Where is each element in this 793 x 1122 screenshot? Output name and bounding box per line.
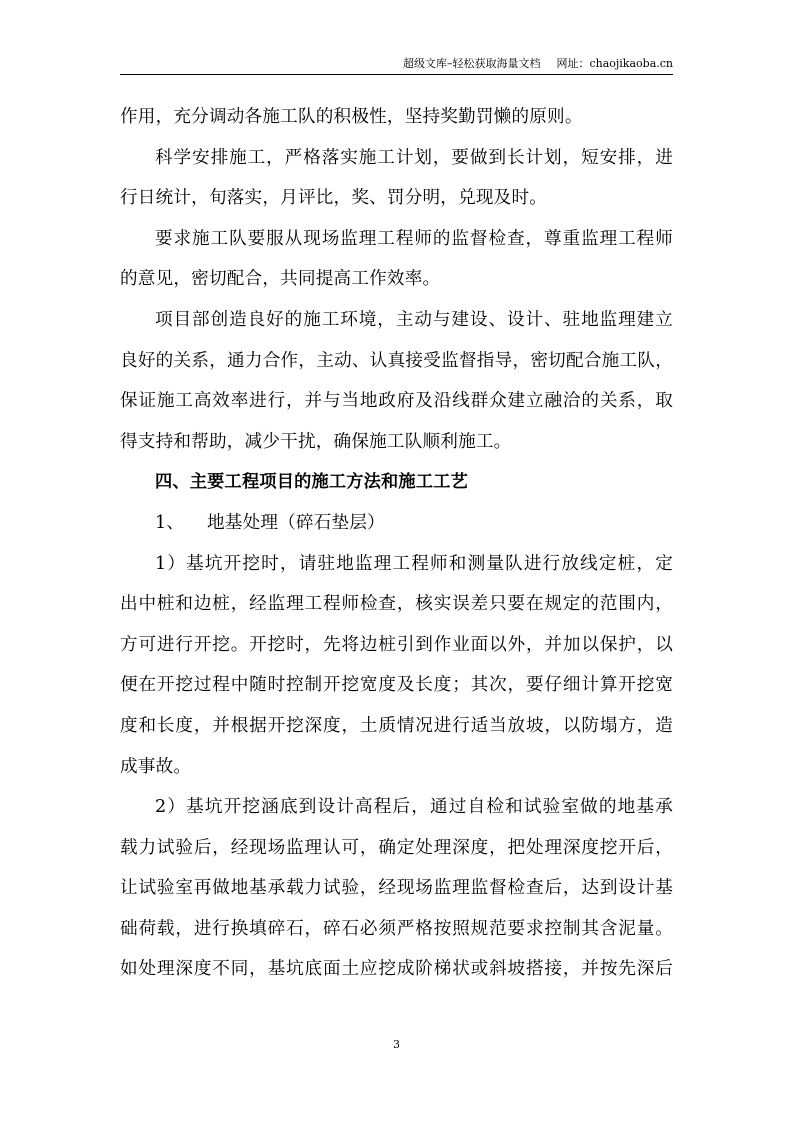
text-line: 如处理深度不同，基坑底面土应挖成阶梯状或斜坡搭接，并按先深后 [120, 959, 673, 980]
text-line: 良好的关系，通力合作，主动、认真接受监督指导，密切配合施工队， [120, 350, 673, 371]
text-line: 方可进行开挖。开挖时，先将边桩引到作业面以外，并加以保护，以 [120, 634, 673, 655]
header-title: 超级文库–轻松获取海量文档 [402, 57, 541, 70]
text-line: 度和长度，并根据开挖深度，土质情况进行适当放坡，以防塌方，造 [120, 715, 673, 736]
text-line: 要求施工队要服从现场监理工程师的监督检查，尊重监理工程师 [155, 228, 673, 249]
text-line: 让试验室再做地基承载力试验，经现场监理监督检查后，达到设计基 [120, 878, 673, 899]
text-line: 行日统计，旬落实，月评比，奖、罚分明，兑现及时。 [120, 188, 548, 209]
text-line: 便在开挖过程中随时控制开挖宽度及长度；其次，要仔细计算开挖宽 [120, 675, 673, 696]
header-site: 网址：chaojikaoba.cn [556, 57, 673, 70]
text-line: 1）基坑开挖时，请驻地监理工程师和测量队进行放线定桩，定 [155, 553, 673, 574]
page-header [120, 56, 673, 75]
document-body [120, 97, 673, 990]
text-line: 成事故。 [120, 756, 192, 777]
text-line: 科学安排施工，严格落实施工计划，要做到长计划，短安排，进 [155, 147, 673, 168]
text-line: 项目部创造良好的施工环境，主动与建设、设计、驻地监理建立 [155, 309, 673, 330]
text-line: 作用，充分调动各施工队的积极性，坚持奖勤罚懒的原则。 [120, 107, 583, 127]
text-line: 的意见，密切配合，共同提高工作效率。 [120, 269, 441, 290]
page-number: 3 [393, 1038, 400, 1051]
text-line: 2）基坑开挖涵底到设计高程后，通过自检和试验室做的地基承 [155, 797, 673, 818]
text-line: 载力试验后，经现场监理认可，确定处理深度，把处理深度挖开后， [120, 837, 673, 858]
text-line: 出中桩和边桩，经监理工程师检查，核实误差只要在规定的范围内， [120, 594, 673, 615]
text-line: 得支持和帮助，减少干扰，确保施工队顺利施工。 [120, 431, 512, 452]
item-title: 地基处理（碎石垫层） [207, 512, 385, 533]
item-number: 1、 [155, 512, 185, 533]
text-line: 保证施工高效率进行，并与当地政府及沿线群众建立融洽的关系，取 [120, 391, 673, 412]
item-heading [120, 503, 673, 544]
section-heading: 四、主要工程项目的施工方法和施工工艺 [155, 472, 468, 493]
text-line: 础荷载，进行换填碎石，碎石必须严格按照规范要求控制其含泥量。 [120, 918, 673, 939]
